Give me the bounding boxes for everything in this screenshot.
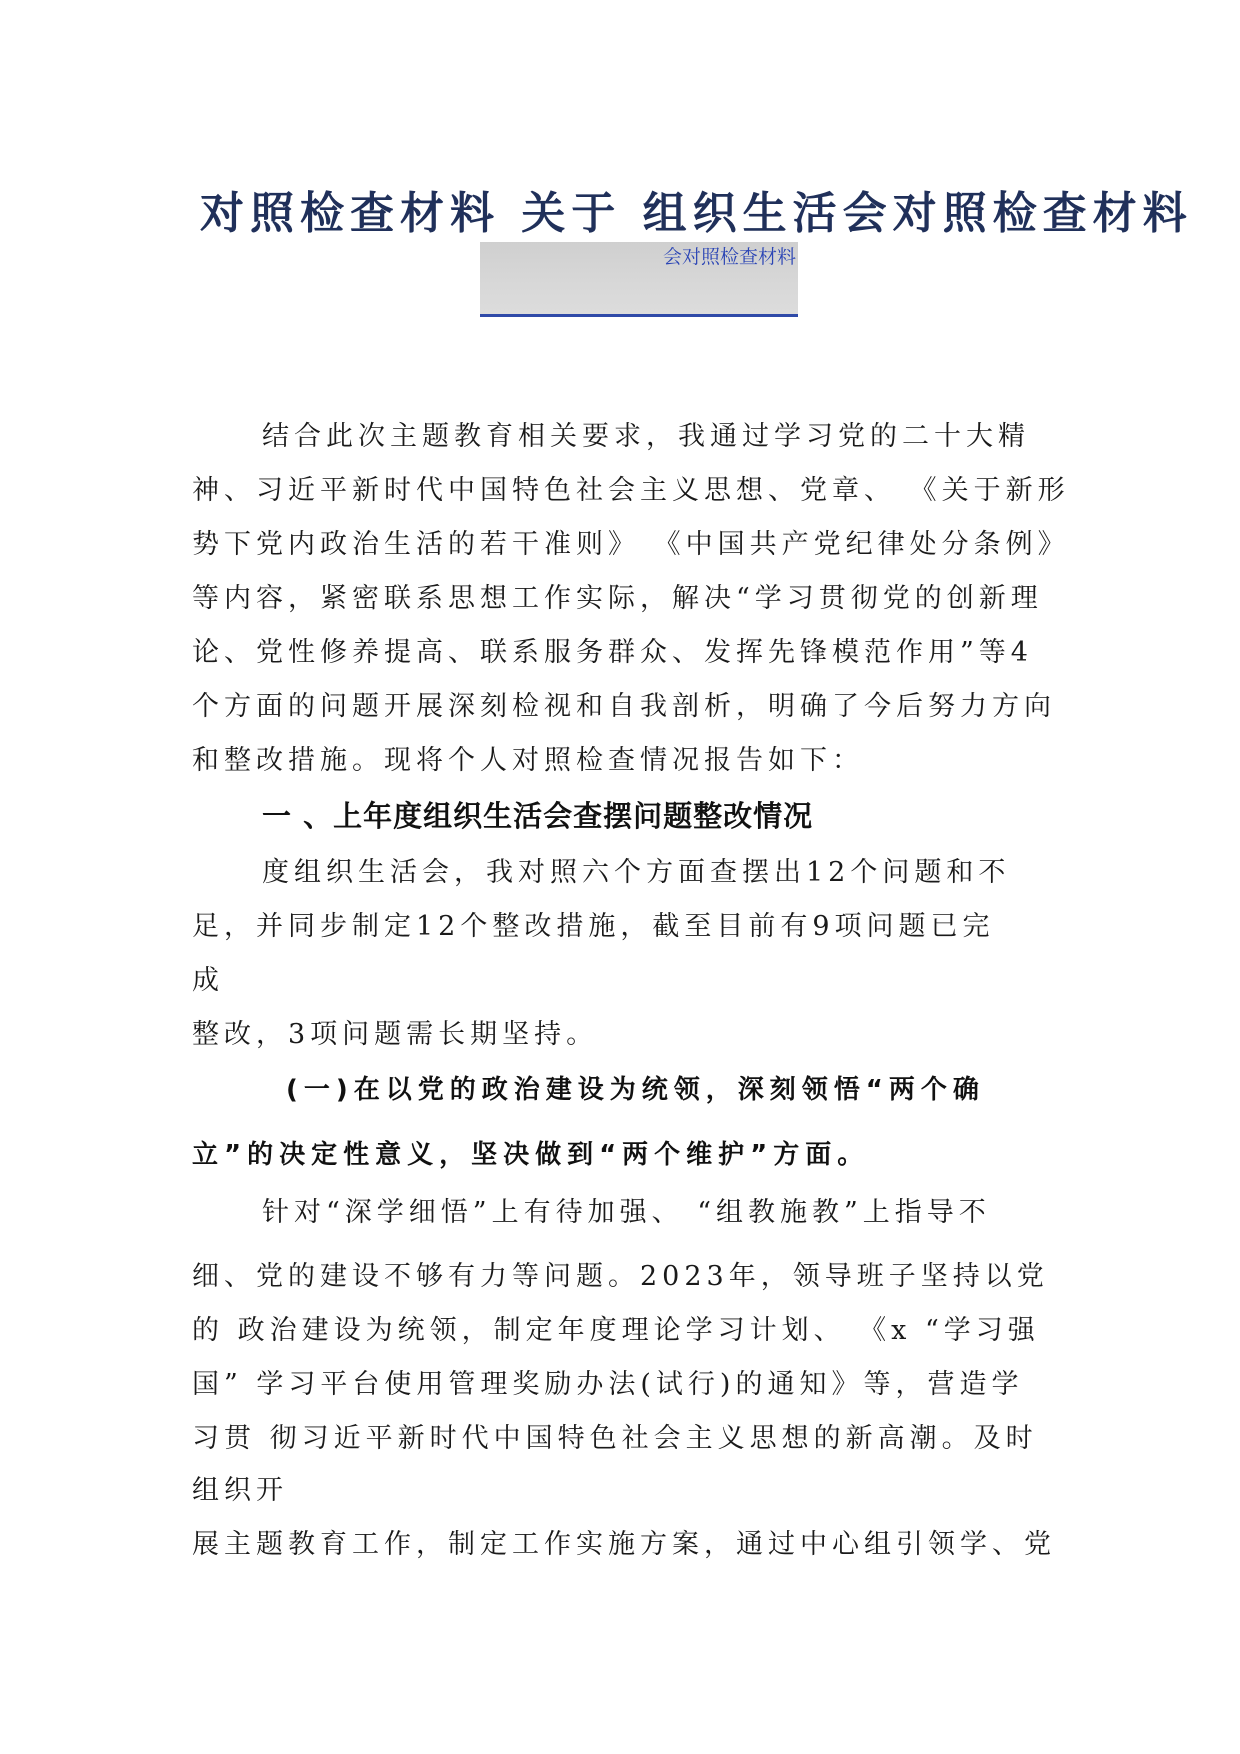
section-heading: 一 、上年度组织生活会查摆问题整改情况: [262, 799, 814, 833]
subsection1-line: 习贯 彻习近平新时代中国特色社会主义思想的新高潮。及时: [192, 1423, 1038, 1454]
subsection1-line: 组织开: [192, 1475, 288, 1506]
subsection1-line: 的 政治建设为统领，制定年度理论学习计划、 《x “学习强: [192, 1315, 1040, 1346]
subsection-heading-line: (一)在以党的政治建设为统领，深刻领悟“两个确: [286, 1075, 985, 1105]
subsection-heading-line: 立”的决定性意义，坚决做到“两个维护”方面。: [192, 1140, 870, 1170]
subtitle-text: 会对照检查材料: [662, 246, 796, 268]
section1-line: 整改，3项问题需长期坚持。: [192, 1019, 599, 1050]
intro-line: 结合此次主题教育相关要求，我通过学习党的二十大精: [262, 421, 1030, 452]
section1-line: 足，并同步制定12个整改措施，截至目前有9项问题已完: [192, 911, 995, 942]
subsection1-line: 展主题教育工作，制定工作实施方案，通过中心组引领学、党: [192, 1529, 1056, 1560]
intro-line: 神、习近平新时代中国特色社会主义思想、党章、 《关于新形: [192, 475, 1070, 506]
section1-line: 成: [192, 965, 224, 996]
subsection1-line: 国” 学习平台使用管理奖励办法(试行)的通知》等，营造学: [192, 1369, 1024, 1400]
section1-line: 度组织生活会，我对照六个方面查摆出12个问题和不: [262, 857, 1011, 888]
subsection1-line: 细、党的建设不够有力等问题。2023年，领导班子坚持以党: [192, 1261, 1049, 1292]
intro-line: 等内容，紧密联系思想工作实际，解决“学习贯彻党的创新理: [192, 583, 1043, 614]
subsection1-line: 针对“深学细悟”上有待加强、 “组教施教”上指导不: [262, 1197, 991, 1228]
intro-line: 论、党性修养提高、联系服务群众、发挥先锋模范作用”等4: [192, 637, 1033, 668]
intro-line: 个方面的问题开展深刻检视和自我剖析，明确了今后努力方向: [192, 691, 1056, 722]
document-title-text: 对照检查材料 关于 组织生活会对照检查材料: [200, 188, 1193, 239]
subtitle-banner: [480, 242, 798, 317]
intro-line: 势下党内政治生活的若干准则》 《中国共产党纪律处分条例》: [192, 529, 1070, 560]
intro-line: 和整改措施。现将个人对照检查情况报告如下：: [192, 745, 864, 776]
document-title-cropped: [200, 186, 1193, 239]
